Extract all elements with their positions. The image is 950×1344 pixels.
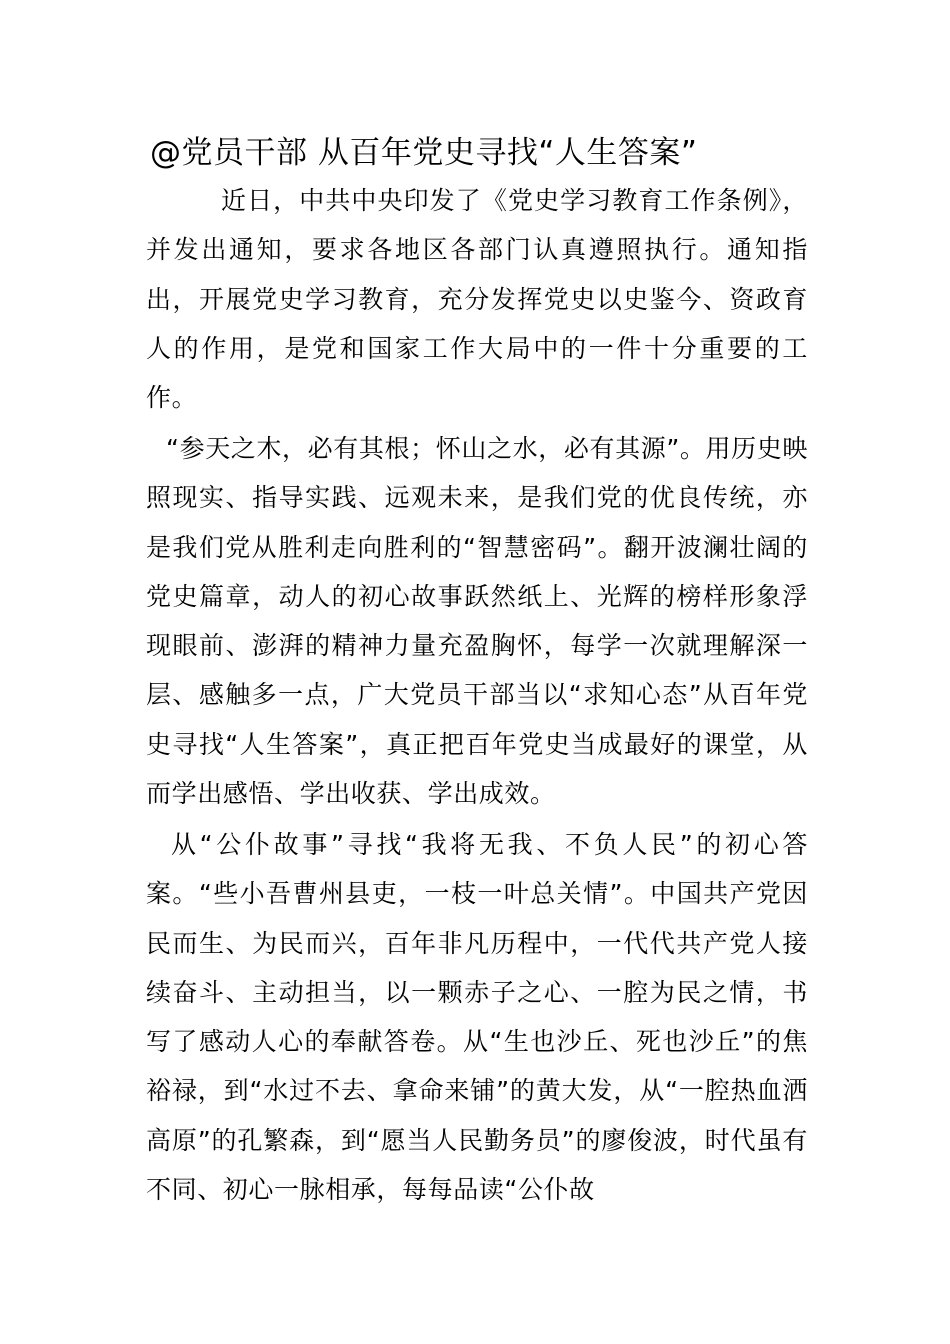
paragraph-3: 从“公仆故事”寻找“我将无我、不负人民”的初心答案。“些小吾曹州县吏，一枝一叶总关情”。中国共产党因民而生、为民而兴，百年非凡历程中，一代代共产党人接续奋斗、主动担当，以一颗赤子之心、一腔为民之情，书写了感动人心的奉献答卷。从“生也沙丘、死也沙丘”的焦裕禄，到“水过不去、拿命来铺”的黄大发，从“一腔热血洒高原”的孔繁森，到“愿当人民勤务员”的廖俊波，时代虽有不同、初心一脉相承，每每品读“公仆故 xyxy=(146,830,808,1205)
document-title: @党员干部 从百年党史寻找“人生答案” xyxy=(150,135,698,171)
paragraph-1: 近日，中共中央印发了《党史学习教育工作条例》，并发出通知，要求各地区各部门认真遵照执行。通知指出，开展党史学习教育，充分发挥党史以史鉴今、资政育人的作用，是党和国家工作大局中的一件十分重要的工作。 xyxy=(146,186,808,413)
paragraph-2: “参天之木，必有其根；怀山之水，必有其源”。用历史映照现实、指导实践、远观未来，是我们党的优良传统，亦是我们党从胜利走向胜利的“智慧密码”。翻开波澜壮阔的党史篇章，动人的初心故事跃然纸上、光辉的榜样形象浮现眼前、澎湃的精神力量充盈胸怀，每学一次就理解深一层、感触多一点，广大党员干部当以“求知心态”从百年党史寻找“人生答案”，真正把百年党史当成最好的课堂，从而学出感悟、学出收获、学出成效。 xyxy=(146,434,808,809)
